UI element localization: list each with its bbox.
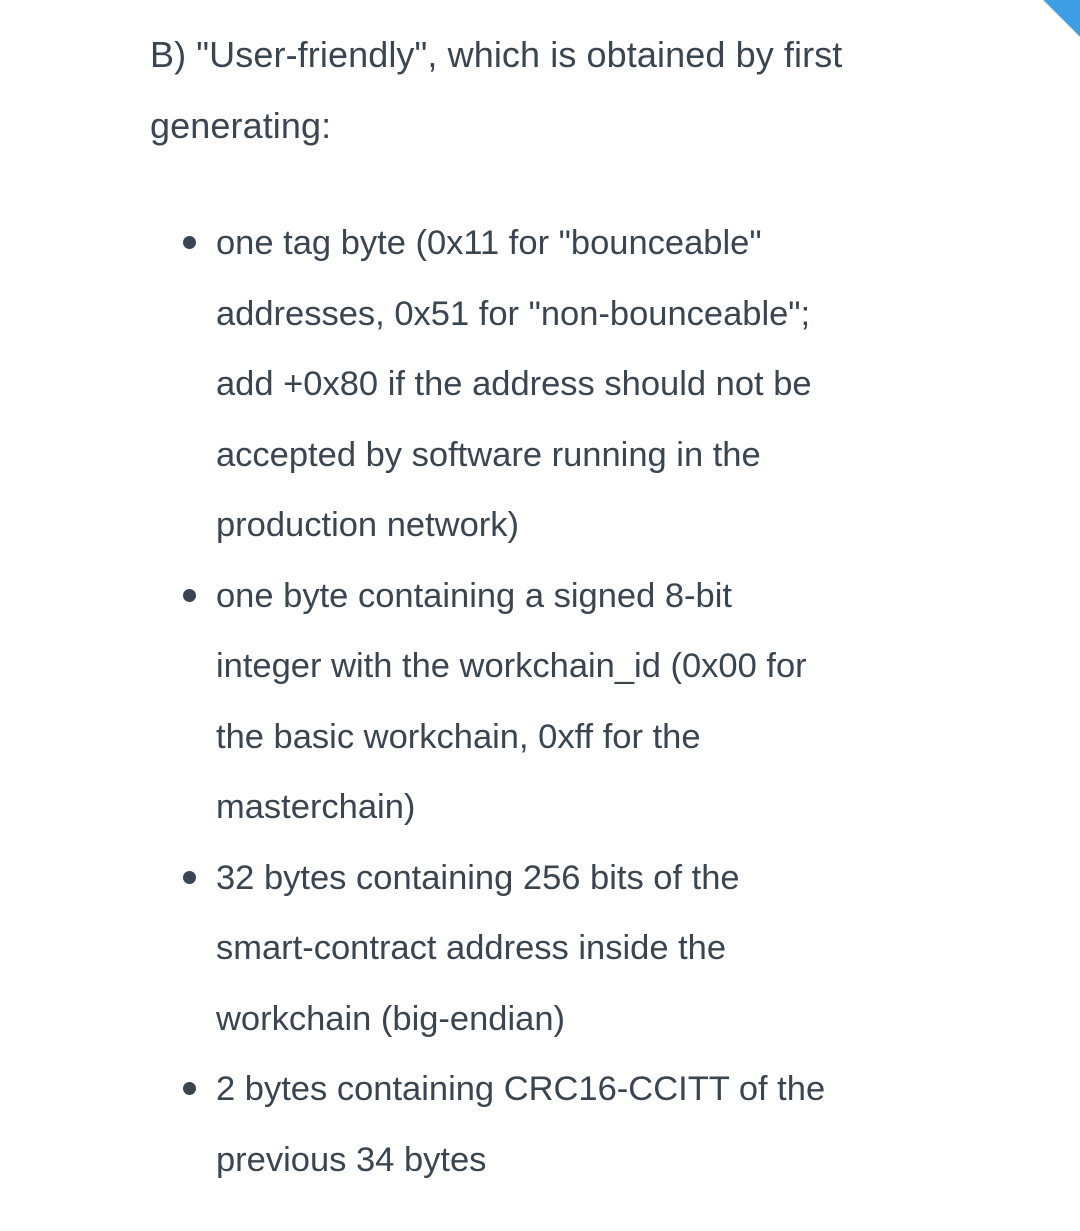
bullet-dot-icon: [183, 871, 196, 884]
intro-line-2: generating:: [150, 105, 332, 146]
bullet-text: [216, 1054, 976, 1195]
list-item: [216, 843, 976, 1055]
bullet-text: [216, 208, 976, 561]
bullet-list: [216, 208, 976, 1195]
bullet-line: the basic workchain, 0xff for the: [216, 717, 701, 756]
bullet-line: workchain (big-endian): [216, 999, 566, 1038]
bullet-line: production network): [216, 506, 519, 544]
bullet-line: one byte containing a signed 8-bit: [216, 576, 732, 615]
bullet-line: integer with the workchain_id (0x00 for: [216, 647, 807, 685]
bullet-dot-icon: [183, 1082, 196, 1095]
bullet-dot-icon: [183, 236, 196, 249]
bullet-text: [216, 843, 976, 1055]
bullet-line: 2 bytes containing CRC16-CCITT of the: [216, 1070, 826, 1108]
bullet-line: add +0x80 if the address should not be: [216, 365, 812, 403]
corner-accent-triangle: [1043, 0, 1080, 37]
bullet-line: smart-contract address inside the: [216, 929, 727, 967]
bullet-dot-icon: [183, 589, 196, 602]
bullet-line: 32 bytes containing 256 bits of the: [216, 858, 740, 897]
list-item: [216, 1054, 976, 1195]
bullet-line: previous 34 bytes: [216, 1140, 487, 1179]
list-item: [216, 208, 976, 561]
bullet-line: addresses, 0x51 for "non-bounceable";: [216, 294, 811, 333]
bullet-line: one tag byte (0x11 for "bounceable": [216, 224, 762, 262]
bullet-line: accepted by software running in the: [216, 435, 761, 474]
bullet-text: [216, 561, 976, 843]
section-intro: [150, 19, 1010, 161]
intro-line-1: B) "User-friendly", which is obtained by first: [150, 34, 843, 75]
list-item: [216, 561, 976, 843]
bullet-line: masterchain): [216, 788, 416, 826]
